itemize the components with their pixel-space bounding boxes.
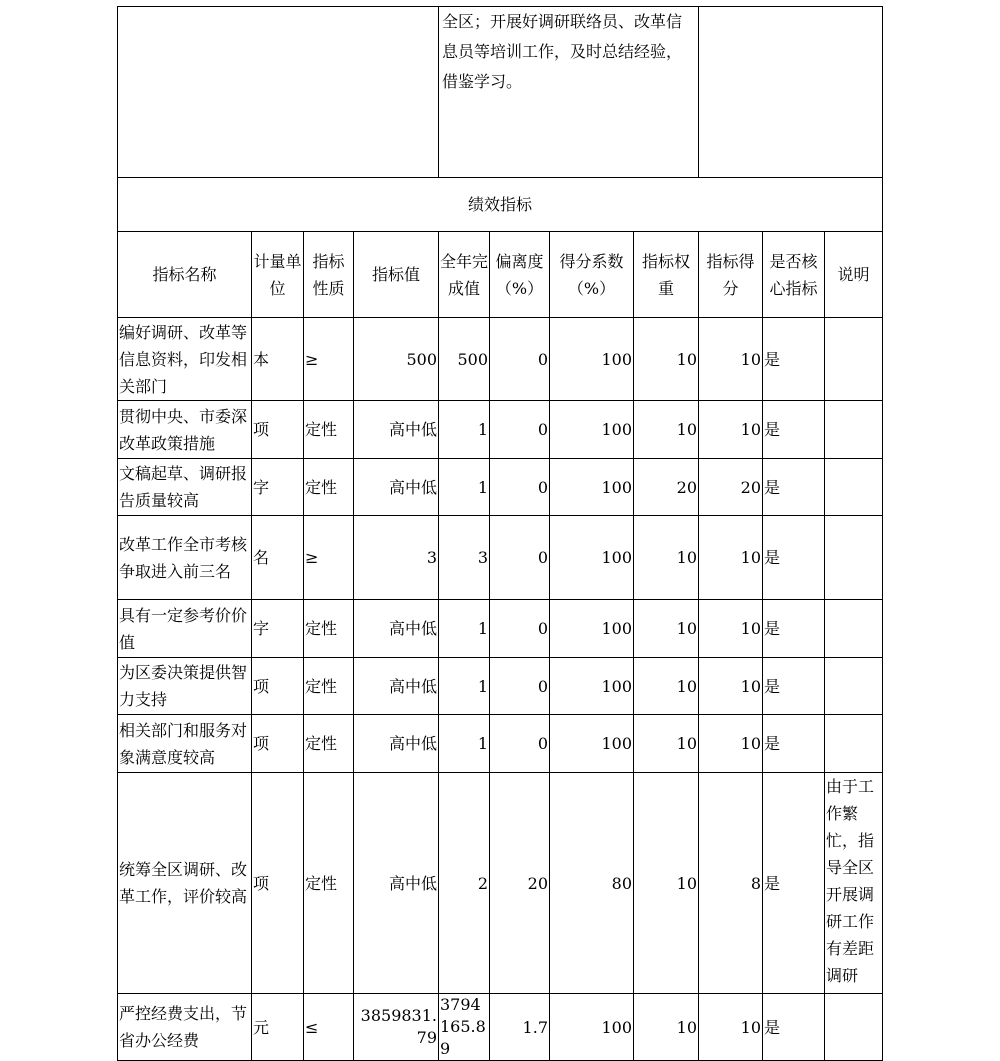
weight-cell: 10 (634, 994, 699, 1061)
unit-cell: 名 (252, 516, 304, 600)
weight-cell: 10 (634, 318, 699, 401)
note-cell (825, 715, 883, 773)
coef-cell: 100 (550, 516, 634, 600)
value-cell: 高中低 (354, 459, 439, 516)
unit-cell: 本 (252, 318, 304, 401)
continuation-row (118, 7, 883, 178)
note-cell (825, 658, 883, 715)
value-cell: 3859831.79 (354, 994, 439, 1061)
header-deviation: 偏离度（%） (490, 232, 550, 318)
indicator-name: 为区委决策提供智力支持 (118, 658, 252, 715)
nature-cell: 定性 (304, 715, 354, 773)
table-row (118, 600, 883, 658)
nature-cell: 定性 (304, 773, 354, 994)
score-cell: 8 (699, 773, 763, 994)
note-cell (825, 600, 883, 658)
value-cell: 高中低 (354, 715, 439, 773)
core-cell: 是 (763, 401, 825, 459)
indicator-name: 相关部门和服务对象满意度较高 (118, 715, 252, 773)
note-cell (825, 516, 883, 600)
value-cell: 500 (354, 318, 439, 401)
actual-cell: 3 (439, 516, 490, 600)
value-cell: 3 (354, 516, 439, 600)
section-title-row (118, 178, 883, 232)
weight-cell: 10 (634, 401, 699, 459)
score-cell: 10 (699, 401, 763, 459)
header-name: 指标名称 (118, 232, 252, 318)
weight-cell: 10 (634, 773, 699, 994)
coef-cell: 100 (550, 658, 634, 715)
core-cell: 是 (763, 459, 825, 516)
note-cell (825, 318, 883, 401)
deviation-cell: 0 (490, 318, 550, 401)
weight-cell: 10 (634, 600, 699, 658)
header-score: 指标得分 (699, 232, 763, 318)
actual-cell: 1 (439, 459, 490, 516)
continuation-empty-left (118, 7, 439, 178)
table-row (118, 658, 883, 715)
note-cell (825, 459, 883, 516)
value-cell: 高中低 (354, 658, 439, 715)
header-coef: 得分系数（%） (550, 232, 634, 318)
continuation-empty-right (699, 7, 883, 178)
table-row (118, 715, 883, 773)
score-cell: 10 (699, 318, 763, 401)
actual-cell: 500 (439, 318, 490, 401)
nature-cell: ≥ (304, 516, 354, 600)
table-row (118, 773, 883, 994)
deviation-cell: 0 (490, 658, 550, 715)
deviation-cell: 0 (490, 600, 550, 658)
indicator-name: 具有一定参考价价值 (118, 600, 252, 658)
continuation-text: 全区；开展好调研联络员、改革信息员等培训工作，及时总结经验，借鉴学习。 (439, 7, 699, 178)
core-cell: 是 (763, 516, 825, 600)
deviation-cell: 0 (490, 715, 550, 773)
coef-cell: 100 (550, 401, 634, 459)
table-row (118, 401, 883, 459)
deviation-cell: 0 (490, 401, 550, 459)
core-cell: 是 (763, 715, 825, 773)
core-cell: 是 (763, 773, 825, 994)
value-cell: 高中低 (354, 773, 439, 994)
nature-cell: ≤ (304, 994, 354, 1061)
unit-cell: 项 (252, 658, 304, 715)
indicator-name: 改革工作全市考核争取进入前三名 (118, 516, 252, 600)
nature-cell: ≥ (304, 318, 354, 401)
score-cell: 10 (699, 600, 763, 658)
note-cell (825, 401, 883, 459)
nature-cell: 定性 (304, 459, 354, 516)
value-cell: 高中低 (354, 401, 439, 459)
table-row (118, 516, 883, 600)
header-note: 说明 (825, 232, 883, 318)
score-cell: 10 (699, 994, 763, 1061)
nature-cell: 定性 (304, 600, 354, 658)
weight-cell: 10 (634, 715, 699, 773)
deviation-cell: 1.7 (490, 994, 550, 1061)
actual-cell: 1 (439, 658, 490, 715)
coef-cell: 100 (550, 459, 634, 516)
score-cell: 10 (699, 516, 763, 600)
header-nature: 指标性质 (304, 232, 354, 318)
nature-cell: 定性 (304, 401, 354, 459)
coef-cell: 100 (550, 715, 634, 773)
unit-cell: 项 (252, 715, 304, 773)
actual-cell: 1 (439, 401, 490, 459)
actual-cell: 3794165.89 (439, 994, 490, 1061)
indicator-name: 统筹全区调研、改革工作，评价较高 (118, 773, 252, 994)
core-cell: 是 (763, 600, 825, 658)
deviation-cell: 0 (490, 516, 550, 600)
coef-cell: 100 (550, 318, 634, 401)
header-weight: 指标权重 (634, 232, 699, 318)
core-cell: 是 (763, 658, 825, 715)
actual-cell: 1 (439, 600, 490, 658)
actual-cell: 1 (439, 715, 490, 773)
weight-cell: 10 (634, 658, 699, 715)
header-unit: 计量单位 (252, 232, 304, 318)
header-actual: 全年完成值 (439, 232, 490, 318)
indicator-name: 严控经费支出，节省办公经费 (118, 994, 252, 1061)
note-cell: 由于工作繁忙，指导全区开展调研工作有差距调研 (825, 773, 883, 994)
deviation-cell: 20 (490, 773, 550, 994)
coef-cell: 100 (550, 600, 634, 658)
value-cell: 高中低 (354, 600, 439, 658)
table-row (118, 459, 883, 516)
weight-cell: 10 (634, 516, 699, 600)
header-core: 是否核心指标 (763, 232, 825, 318)
indicator-name: 文稿起草、调研报告质量较高 (118, 459, 252, 516)
indicator-name: 贯彻中央、市委深改革政策措施 (118, 401, 252, 459)
unit-cell: 元 (252, 994, 304, 1061)
table-row (118, 994, 883, 1061)
score-cell: 10 (699, 715, 763, 773)
deviation-cell: 0 (490, 459, 550, 516)
coef-cell: 100 (550, 994, 634, 1061)
actual-cell: 2 (439, 773, 490, 994)
performance-table (117, 6, 883, 1061)
unit-cell: 项 (252, 401, 304, 459)
core-cell: 是 (763, 994, 825, 1061)
coef-cell: 80 (550, 773, 634, 994)
header-row (118, 232, 883, 318)
weight-cell: 20 (634, 459, 699, 516)
unit-cell: 字 (252, 459, 304, 516)
header-value: 指标值 (354, 232, 439, 318)
table-row (118, 318, 883, 401)
core-cell: 是 (763, 318, 825, 401)
unit-cell: 项 (252, 773, 304, 994)
nature-cell: 定性 (304, 658, 354, 715)
section-title: 绩效指标 (118, 178, 883, 232)
unit-cell: 字 (252, 600, 304, 658)
score-cell: 20 (699, 459, 763, 516)
note-cell (825, 994, 883, 1061)
indicator-name: 编好调研、改革等信息资料，印发相关部门 (118, 318, 252, 401)
score-cell: 10 (699, 658, 763, 715)
